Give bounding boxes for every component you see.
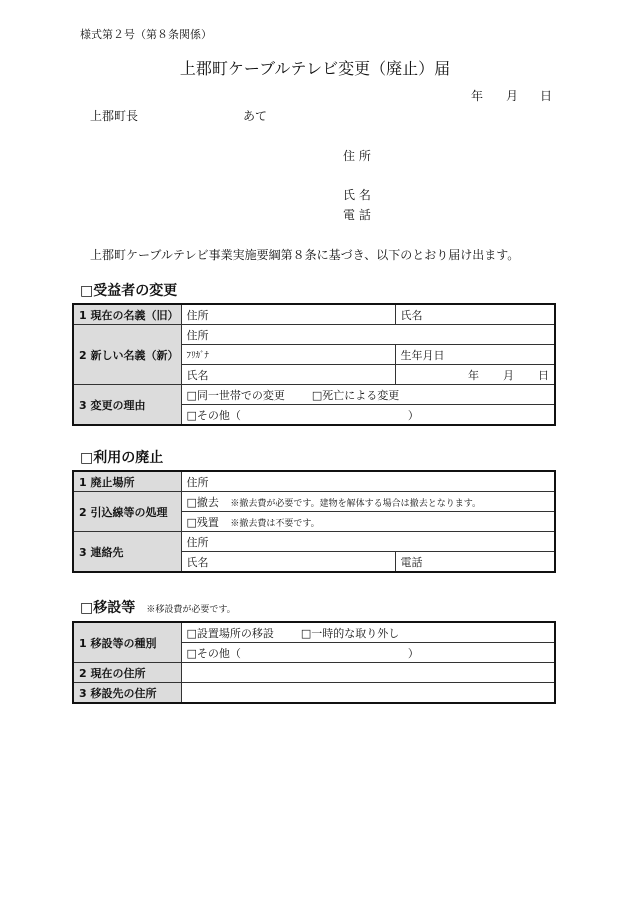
- reason-death-checkbox[interactable]: □死亡による変更: [311, 388, 400, 402]
- discontinuation-table: [72, 470, 556, 573]
- contact-phone-field[interactable]: 電話: [395, 552, 555, 573]
- reason-same-household-checkbox[interactable]: □同一世帯での変更: [186, 388, 285, 402]
- section-relocation-header: [80, 597, 236, 617]
- section-relocation-title: □移設等: [80, 600, 136, 616]
- addressee: 上郡町長: [90, 109, 139, 123]
- change-reason-label: 3 変更の理由: [73, 385, 181, 426]
- relocation-current-address-field[interactable]: [181, 663, 555, 683]
- relocation-table: [72, 621, 556, 704]
- relocation-type-options: [181, 622, 555, 643]
- discontinue-place-address-field[interactable]: 住所: [181, 471, 555, 492]
- wire-leave-note: ※撤去費は不要です。: [230, 518, 320, 529]
- new-holder-birthdate-label: 生年月日: [395, 345, 555, 365]
- new-holder-birthdate-field[interactable]: [395, 365, 555, 385]
- change-reason-options: [181, 385, 555, 405]
- section-discontinuation-title: □利用の廃止: [80, 450, 164, 466]
- applicant-address-label: 住 所: [343, 149, 371, 163]
- relocation-fee-note: ※移設費が必要です。: [146, 605, 236, 615]
- section-beneficiary-change-title: □受益者の変更: [80, 283, 178, 299]
- page-title: 上郡町ケーブルテレビ変更（廃止）届: [179, 59, 451, 78]
- table-row: [73, 471, 555, 492]
- table-row: [73, 663, 555, 683]
- current-holder-address-field[interactable]: 住所: [181, 304, 395, 325]
- reason-other-close: ）: [407, 408, 419, 422]
- date-day: 日: [540, 89, 553, 103]
- wire-removal-checkbox[interactable]: □撤去: [186, 495, 219, 509]
- relocation-other-checkbox[interactable]: □その他（: [186, 646, 241, 660]
- form-number: 様式第２号（第８条関係）: [80, 28, 212, 41]
- table-row: [73, 385, 555, 405]
- beneficiary-change-table: [72, 303, 556, 426]
- relocation-type-other: [181, 643, 555, 663]
- table-row: [73, 683, 555, 704]
- date-month: 月: [506, 89, 519, 103]
- statement: 上郡町ケーブルテレビ事業実施要綱第８条に基づき、以下のとおり届け出ます。: [90, 248, 520, 262]
- contact-address-field[interactable]: 住所: [181, 532, 555, 552]
- applicant-phone-label: 電 話: [343, 208, 371, 222]
- date-year: 年: [471, 89, 484, 103]
- table-row: [73, 492, 555, 512]
- addressee-suffix: あて: [243, 109, 268, 123]
- wire-leave-option: [181, 512, 555, 532]
- new-holder-name-field[interactable]: 氏名: [181, 365, 395, 385]
- wire-handling-label: 2 引込線等の処理: [73, 492, 181, 532]
- birth-month: 月: [503, 368, 514, 382]
- new-holder-furigana-field[interactable]: ﾌﾘｶﾞﾅ: [181, 345, 395, 365]
- relocation-destination-field[interactable]: [181, 683, 555, 704]
- change-reason-other: [181, 405, 555, 426]
- contact-label: 3 連絡先: [73, 532, 181, 573]
- wire-removal-note: ※撤去費が必要です。建物を解体する場合は撤去となります。: [230, 498, 481, 509]
- birth-day: 日: [538, 368, 549, 382]
- current-holder-label: 1 現在の名義（旧）: [73, 304, 181, 325]
- current-holder-name-field[interactable]: 氏名: [395, 304, 555, 325]
- birthdate-parts: [401, 367, 550, 383]
- new-holder-label: 2 新しい名義（新）: [73, 325, 181, 385]
- relocation-type-label: 1 移設等の種別: [73, 622, 181, 663]
- contact-name-field[interactable]: 氏名: [181, 552, 395, 573]
- relocation-current-address-label: 2 現在の住所: [73, 663, 181, 683]
- relocation-other-close: ）: [407, 646, 419, 660]
- temporary-removal-checkbox[interactable]: □一時的な取り外し: [300, 626, 400, 640]
- table-row: [73, 325, 555, 345]
- discontinue-place-label: 1 廃止場所: [73, 471, 181, 492]
- applicant-name-label: 氏 名: [343, 188, 371, 202]
- new-holder-address-field[interactable]: 住所: [181, 325, 555, 345]
- wire-removal-option: [181, 492, 555, 512]
- table-row: [73, 304, 555, 325]
- relocation-destination-label: 3 移設先の住所: [73, 683, 181, 704]
- table-row: [73, 622, 555, 643]
- birth-year: 年: [468, 368, 479, 382]
- relocate-install-place-checkbox[interactable]: □設置場所の移設: [186, 626, 274, 640]
- table-row: [73, 532, 555, 552]
- reason-other-checkbox[interactable]: □その他（: [186, 408, 241, 422]
- wire-leave-checkbox[interactable]: □残置: [186, 515, 219, 529]
